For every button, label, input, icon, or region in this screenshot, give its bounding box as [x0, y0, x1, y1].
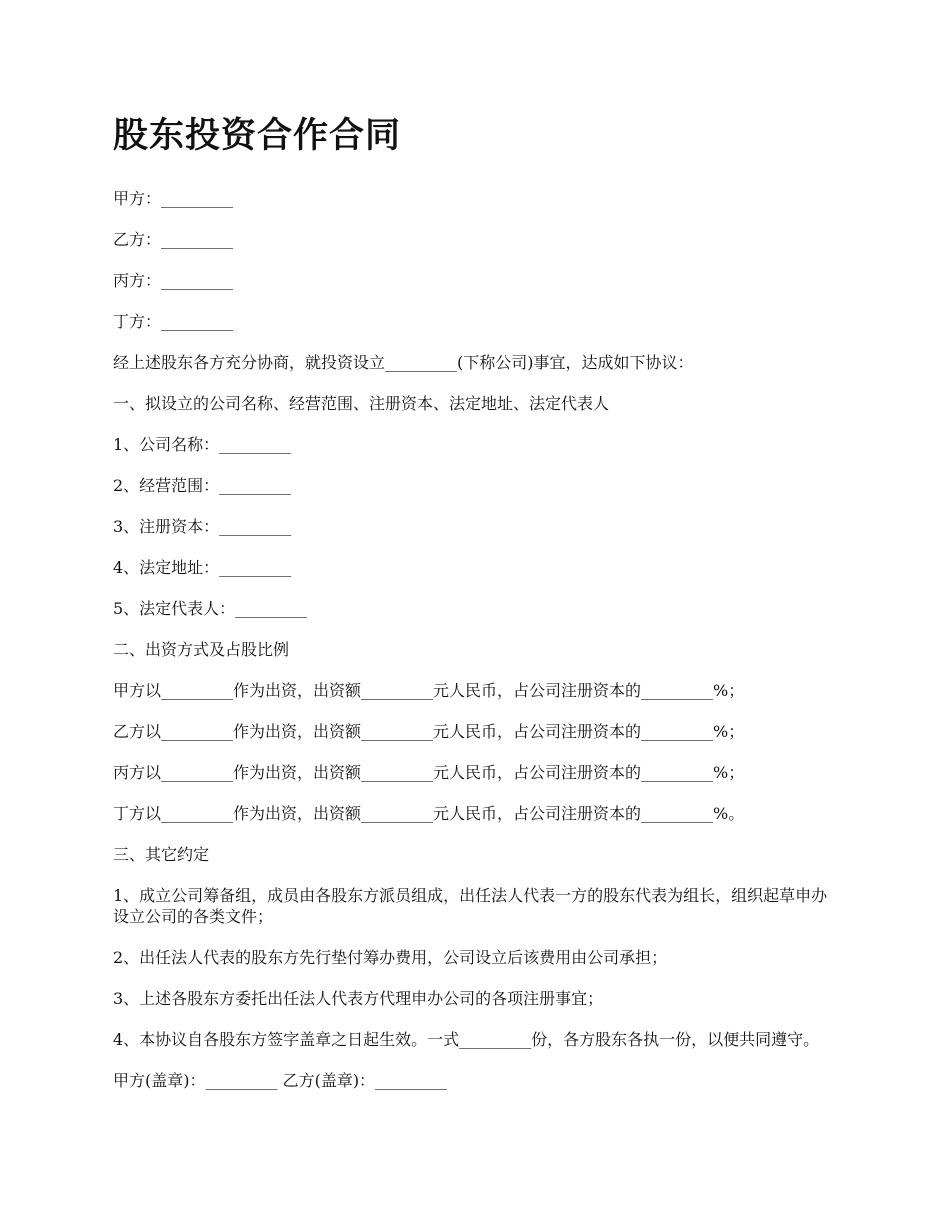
party-d-line: 丁方：_________ [113, 312, 234, 331]
business-scope-line: 2、经营范围：_________ [113, 476, 292, 495]
registered-capital-line: 3、注册资本：_________ [113, 517, 292, 536]
agreement-item-3: 3、上述各股东方委托出任法人代表方代理申办公司的各项注册事宜； [113, 989, 604, 1008]
agreement-item-4: 4、本协议自各股东方签字盖章之日起生效。一式_________份，各方股东各执一份，以便共同遵守。 [113, 1030, 820, 1049]
section-3-heading: 三、其它约定 [113, 845, 210, 864]
agreement-item-1: 1、成立公司筹备组，成员由各股东方派员组成，出任法人代表一方的股东代表为组长，组织起草申办设立公司的各类文件； [113, 886, 828, 926]
intro-paragraph: 经上述股东各方充分协商，就投资设立_________(下称公司)事宜，达成如下协议： [113, 353, 694, 372]
party-a-line: 甲方：_________ [113, 189, 234, 208]
party-a-contribution: 甲方以_________作为出资，出资额_________元人民币，占公司注册资本的_________%； [113, 681, 745, 700]
party-c-contribution: 丙方以_________作为出资，出资额_________元人民币，占公司注册资本的_________%； [113, 763, 745, 782]
agreement-item-2: 2、出任法人代表的股东方先行垫付筹办费用，公司设立后该费用由公司承担； [113, 948, 668, 967]
signature-line: 甲方(盖章)：_________ 乙方(盖章)：_________ [113, 1071, 448, 1090]
document-title: 股东投资合作合同 [113, 115, 402, 156]
legal-representative-line: 5、法定代表人：_________ [113, 599, 308, 618]
party-c-line: 丙方：_________ [113, 271, 234, 290]
party-b-contribution: 乙方以_________作为出资，出资额_________元人民币，占公司注册资本的_________%； [113, 722, 745, 741]
legal-address-line: 4、法定地址：_________ [113, 558, 292, 577]
party-d-contribution: 丁方以_________作为出资，出资额_________元人民币，占公司注册资本的_________%。 [113, 804, 745, 823]
contract-page [113, 110, 843, 1111]
company-name-line: 1、公司名称：_________ [113, 435, 292, 454]
section-2-heading: 二、出资方式及占股比例 [113, 640, 290, 659]
party-b-line: 乙方：_________ [113, 230, 234, 249]
section-1-heading: 一、拟设立的公司名称、经营范围、注册资本、法定地址、法定代表人 [113, 394, 610, 413]
